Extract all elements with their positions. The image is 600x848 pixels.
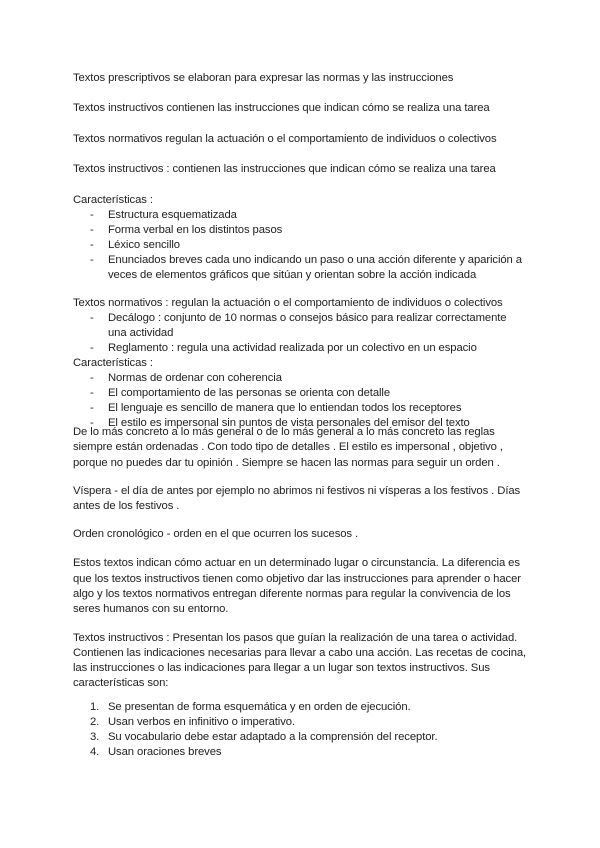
paragraph-normativos: Textos normativos regulan la actuación o el comportamiento de individuos o colectivos bbox=[73, 133, 497, 145]
paragraph-instructivos-line: las instrucciones o las indicaciones para llegar a un lugar son textos instructivos. Sus bbox=[73, 662, 490, 674]
dash-bullet: - bbox=[90, 372, 94, 384]
paragraph-estos-line: que los textos instructivos tienen como objetivo dar las instrucciones para aprender o hacer bbox=[73, 573, 521, 585]
dash-bullet: - bbox=[90, 224, 94, 236]
dash-bullet: - bbox=[90, 417, 94, 429]
heading-caracteristicas-2: Características : bbox=[73, 357, 153, 369]
dash-bullet: - bbox=[90, 239, 94, 251]
paragraph-concreto-line: porque no puedes dar tu opinión . Siempre se hacen las normas para seguir un orden . bbox=[73, 457, 500, 469]
paragraph-instructivos-line: Textos instructivos : Presentan los pasos que guían la realización de una tarea o actividad. bbox=[73, 632, 518, 644]
paragraph-estos-line: algo y los textos normativos entregan diferente normas para regular la convivencia de los bbox=[73, 588, 511, 600]
paragraph-instructivos-line: características son: bbox=[73, 677, 169, 689]
bullet-continuation: veces de elementos gráficos que sitúan y orientan sobre la acción indicada bbox=[108, 269, 477, 281]
paragraph-instructivos: Textos instructivos contienen las instrucciones que indican cómo se realiza una tarea bbox=[73, 102, 490, 114]
paragraph-vispera-line: Víspera - el día de antes por ejemplo no abrimos ni festivos ni vísperas a los festivos . Días bbox=[73, 485, 521, 497]
dash-bullet: - bbox=[90, 402, 94, 414]
dash-bullet: - bbox=[90, 209, 94, 221]
dash-bullet: - bbox=[90, 387, 94, 399]
dash-bullet: - bbox=[90, 254, 94, 266]
paragraph-prescriptivos: Textos prescriptivos se elaboran para expresar las normas y las instrucciones bbox=[73, 72, 454, 84]
paragraph-estos-line: Estos textos indican cómo actuar en un determinado lugar o circunstancia. La diferencia es bbox=[73, 557, 520, 569]
heading-caracteristicas-1: Características : bbox=[73, 194, 153, 206]
paragraph-concreto-line: De lo más concreto a lo más general o de lo más general a lo más concreto las reglas bbox=[73, 426, 495, 438]
paragraph-estos-line: seres humanos con su entorno. bbox=[73, 603, 229, 615]
paragraph-instructivos-def: Textos instructivos : contienen las instrucciones que indican cómo se realiza una tarea bbox=[73, 163, 496, 175]
paragraph-instructivos-line: Contienen las indicaciones necesarias para llevar a cabo una acción. Las recetas de cocina, bbox=[73, 647, 527, 659]
paragraph-normativos-def: Textos normativos : regulan la actuación o el comportamiento de individuos o colectivos bbox=[73, 297, 503, 309]
bullet-continuation: una actividad bbox=[108, 327, 174, 339]
dash-bullet: - bbox=[90, 312, 94, 324]
document-page: Textos prescriptivos se elaboran para expresar las normas y las instrucciones Textos instructivos contienen las instrucciones que indican cómo se realiza una tarea Textos normativos regulan la actuación o el comportamiento de individuos o colectivos Textos instructivos : contienen las instrucciones que indican cómo se realiza una tarea Características : - Estructura esquematizada - Forma verbal en los distintos pasos - Léxico sencillo - Enunciados breves cada uno indicando un paso o una acción diferente y aparición a veces de elementos gráficos que sitúan y orientan sobre la acción indicada Textos normativos : regulan la actuación o el comportamiento de individuos o colectivos - Decálogo : conjunto de 10 normas o consejos básico para realizar correctamente una actividad - Reglamento : regula una actividad realizada por un colectivo en un espacio Características : - Normas de ordenar con coherencia - El comportamiento de las personas se orienta con detalle - El lenguaje es sencillo de manera que lo entiendan todos los receptores - El estilo es impersonal sin puntos de vista personales del emisor del texto De lo más concreto a lo más general o de lo más general a lo más concreto las reglas siempre están ordenadas . Con todo tipo de detalles . El estilo es impersonal , objetivo , porque no puedes dar tu opinión . Siempre se hacen las normas para seguir un orden . Víspera - el día de antes por ejemplo no abrimos ni festivos ni vísperas a los festivos . Días antes de los festivos . Orden cronológico - orden en el que ocurren los sucesos . Estos textos indican cómo actuar en un determinado lugar o circunstancia. La diferencia es que los textos instructivos tienen como objetivo dar las instrucciones para aprender o hacer algo y los textos normativos entregan diferente normas para regular la convivencia de los seres humanos con su entorno. Textos instructivos : Presentan los pasos que guían la realización de una tarea o actividad. Contienen las indicaciones necesarias para llevar a cabo una acción. Las recetas de cocina, las instrucciones o las indicaciones para llegar a un lugar son textos instructivos. Sus características son: 1. Se presentan de forma esquemática y en orden de ejecución. 2. Usan verbos en infinitivo o imperativo. 3. Su vocabulario debe estar adaptado a la comprensión del receptor. 4. Usan oraciones breves bbox=[73, 72, 527, 758]
paragraph-orden: Orden cronológico - orden en el que ocurren los sucesos . bbox=[73, 528, 359, 540]
dash-bullet: - bbox=[90, 342, 94, 354]
paragraph-concreto-line: siempre están ordenadas . Con todo tipo de detalles . El estilo es impersonal , objetivo , bbox=[73, 441, 503, 453]
paragraph-vispera-line: antes de los festivos . bbox=[73, 500, 180, 512]
